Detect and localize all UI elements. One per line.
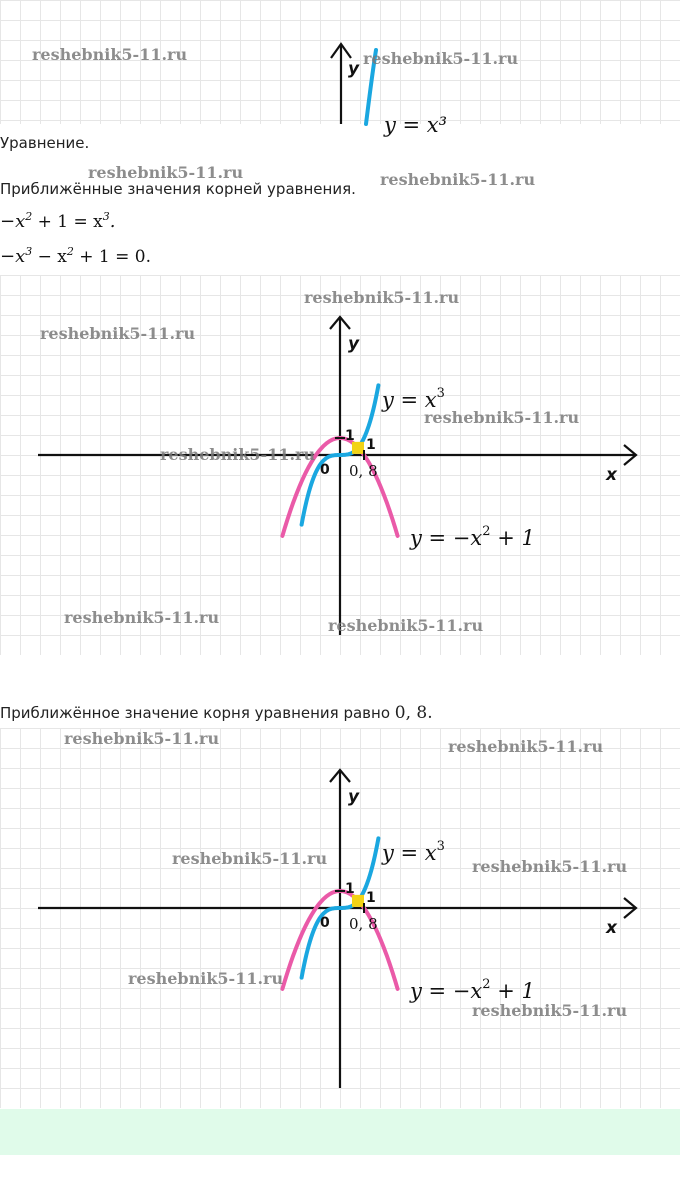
- x-axis-label: x: [606, 918, 617, 938]
- text-roots-heading: Приближённые значения корней уравнения.: [0, 180, 356, 198]
- cubic-eq-sup: 3: [436, 839, 445, 854]
- parabola-eq-sup: 2: [482, 524, 491, 539]
- parabola-eq-sup: 2: [482, 977, 491, 992]
- text-equation-heading: Уравнение.: [0, 134, 90, 152]
- watermark: reshebnik5-11.ru: [380, 170, 536, 189]
- root-label: 0, 8: [349, 462, 378, 480]
- equation-1: $-x^2 + 1 = x^3$.: [0, 210, 116, 232]
- watermark: reshebnik5-11.ru: [88, 163, 244, 182]
- watermark: reshebnik5-11.ru: [304, 288, 460, 307]
- parabola-eq-main: y = −x: [410, 526, 483, 550]
- result-value: 0, 8.: [394, 703, 433, 723]
- tick-x-label: 1: [366, 437, 376, 453]
- top-graph-fragment: [0, 0, 680, 137]
- equation-2: $-x^3 - x^2 + 1 = 0$.: [0, 245, 152, 267]
- top-cubic-label: y = x³: [384, 113, 448, 137]
- watermark: reshebnik5-11.ru: [64, 729, 220, 748]
- tick-y-label: 1: [345, 428, 355, 444]
- result-text: Приближённое значение корня уравнения равно: [0, 704, 390, 722]
- top-y-axis-label: y: [348, 59, 360, 79]
- watermark: reshebnik5-11.ru: [363, 49, 519, 68]
- watermark: reshebnik5-11.ru: [472, 857, 628, 876]
- watermark: reshebnik5-11.ru: [160, 445, 316, 464]
- origin-label: 0: [320, 915, 330, 931]
- watermark: reshebnik5-11.ru: [328, 616, 484, 635]
- text-result: [0, 703, 433, 723]
- y-axis-label: y: [348, 787, 360, 807]
- watermark: reshebnik5-11.ru: [64, 608, 220, 627]
- tick-x-label: 1: [366, 890, 376, 906]
- root-label: 0, 8: [349, 915, 378, 933]
- parabola-eq-main: y = −x: [410, 979, 483, 1003]
- cubic-eq-main: y = x: [382, 841, 437, 865]
- y-axis-label: y: [348, 334, 360, 354]
- graph-2: [0, 728, 680, 1108]
- parabola-eq-tail: + 1: [490, 979, 535, 1003]
- footer-banner: [0, 1109, 680, 1155]
- graph-1-svg: [0, 275, 680, 655]
- origin-label: 0: [320, 462, 330, 478]
- watermark: reshebnik5-11.ru: [40, 324, 196, 343]
- tick-y-label: 1: [345, 881, 355, 897]
- parabola-equation-label: [409, 524, 535, 550]
- cubic-eq-sup: 3: [436, 386, 445, 401]
- parabola-equation-label: [409, 977, 535, 1003]
- watermark: reshebnik5-11.ru: [32, 45, 188, 64]
- parabola-eq-tail: + 1: [490, 526, 535, 550]
- cubic-eq-main: y = x: [382, 388, 437, 412]
- graph-2-svg: [0, 728, 680, 1108]
- x-axis-label: x: [606, 465, 617, 485]
- graph-1: [0, 275, 680, 655]
- cubic-equation-label: [381, 839, 445, 865]
- top-graph-svg: [0, 0, 680, 137]
- watermark: reshebnik5-11.ru: [424, 408, 580, 427]
- watermark: reshebnik5-11.ru: [472, 1001, 628, 1020]
- watermark: reshebnik5-11.ru: [448, 737, 604, 756]
- watermark: reshebnik5-11.ru: [172, 849, 328, 868]
- watermark: reshebnik5-11.ru: [128, 969, 284, 988]
